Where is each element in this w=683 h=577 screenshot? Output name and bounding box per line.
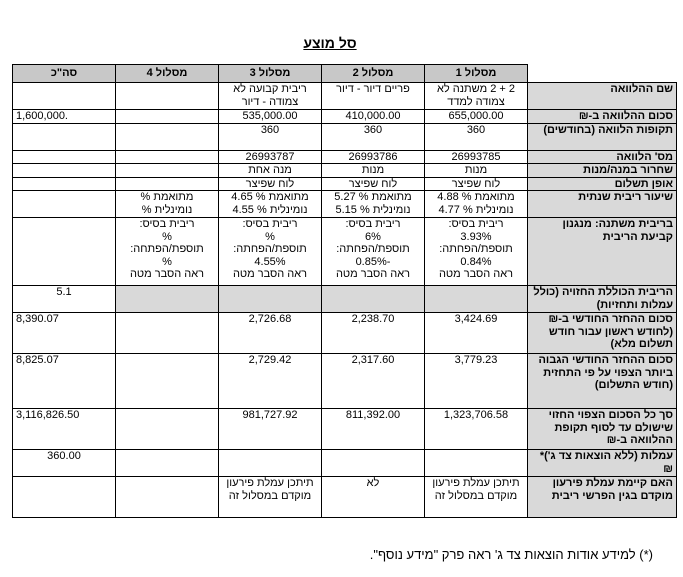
cell-route4-first-monthly [116,313,219,354]
cell-route2-loan-period: 360 [322,123,425,150]
base-rate-value: % [265,230,275,243]
header-route-3: מסלול 3 [219,65,322,83]
cell-route4-loan-period [116,123,219,150]
cell-route3-loan-amount: 535,000.00 [219,110,322,124]
cell-total-loan-amount: 1,600,000. [13,110,116,124]
cell-total-fees: 360.00 [13,450,116,477]
row-release [13,164,677,178]
rate-nominal: נומינלית % [141,203,193,216]
cell-route3-loan-period: 360 [219,123,322,150]
label-loan-period: תקופות הלוואה (בחודשים) [528,123,677,150]
cell-route2-loan-amount: 410,000.00 [322,110,425,124]
row-loan-period [13,123,677,150]
base-rate-value: 3.93% [460,230,492,243]
cell-route1-loan-period: 360 [425,123,528,150]
margin-label: תוספת/הפחתה: [233,243,307,255]
cell-total-release [13,164,116,178]
cell-route2-fees [322,450,425,477]
cell-route3-fees [219,450,322,477]
cell-route4-early-repayment [116,477,219,518]
margin-label: תוספת/הפחתה: [439,243,513,255]
cell-route4-loan-name [116,83,219,110]
cell-route4-loan-number [116,150,219,164]
label-annual-rate: שיעור ריבית שנתית [528,191,677,218]
label-loan-name: שם ההלוואה [528,83,677,110]
label-total-rate: הריבית הכוללת החזויה (כולל עמלות ותחזיות) [528,286,677,313]
header-route-1: מסלול 1 [425,65,528,83]
cell-total-annual-rate [13,191,116,218]
header-total: סה"כ [13,65,116,83]
row-loan-amount [13,110,677,124]
cell-route4-total-rate [116,286,219,313]
cell-total-loan-number [13,150,116,164]
cell-route3-annual-rate [219,191,322,218]
cell-total-total-rate: 5.1 [13,286,116,313]
cell-route3-loan-name: ריבית קבועה לא צמודה - דיור [219,83,322,110]
cell-route4-variable-rate [116,218,219,286]
rate-adjusted: מתואמת % 4.88 [437,191,515,203]
cell-route3-first-monthly: 2,726.68 [219,313,322,354]
cell-route4-annual-rate [116,191,219,218]
cell-route1-loan-amount: 655,000.00 [425,110,528,124]
label-loan-amount: סכום ההלוואה ב-₪ [528,110,677,124]
cell-route1-first-monthly: 3,424.69 [425,313,528,354]
cell-total-loan-period [13,123,116,150]
header-route-4: מסלול 4 [116,65,219,83]
cell-route1-total-rate [425,286,528,313]
rate-nominal: נומינלית % 4.77 [438,203,514,216]
cell-route1-total-expected: 1,323,706.58 [425,409,528,450]
see-explanation: ראה הסבר מטה [129,268,205,280]
cell-route2-payment-method: לוח שפיצר [322,177,425,191]
margin-value: 0.84% [460,255,492,268]
cell-route1-loan-number: 26993785 [425,150,528,164]
cell-route4-release [116,164,219,178]
base-rate-label: ריבית בסיס: [139,218,195,230]
header-route-2: מסלול 2 [322,65,425,83]
cell-route3-early-repayment: תיתכן עמלת פירעון מוקדם במסלול זה [219,477,322,518]
see-explanation: ראה הסבר מטה [232,268,308,280]
row-variable-rate [13,218,677,286]
cell-route4-total-expected [116,409,219,450]
see-explanation: ראה הסבר מטה [335,268,411,280]
cell-total-max-monthly: 8,825.07 [13,354,116,409]
cell-route1-annual-rate [425,191,528,218]
cell-route2-loan-number: 26993786 [322,150,425,164]
base-rate-label: ריבית בסיס: [242,218,298,230]
cell-route4-loan-amount [116,110,219,124]
cell-route2-early-repayment: לא [322,477,425,518]
cell-route1-payment-method: לוח שפיצר [425,177,528,191]
cell-route2-annual-rate [322,191,425,218]
see-explanation: ראה הסבר מטה [438,268,514,280]
row-payment-method [13,177,677,191]
cell-route4-fees [116,450,219,477]
cell-route3-release: מנה אחת [219,164,322,178]
row-total-rate [13,286,677,313]
cell-route2-variable-rate [322,218,425,286]
cell-route2-first-monthly: 2,238.70 [322,313,425,354]
margin-label: תוספת/הפחתה: [336,243,410,255]
cell-total-variable-rate [13,218,116,286]
rate-adjusted: מתואמת % 4.65 [231,191,309,203]
label-first-monthly: סכום ההחזר החודשי ב-₪ (לחודש ראשון עבור חודש תשלום מלא) [528,313,677,354]
margin-value: -0.85% [355,255,391,268]
base-rate-label: ריבית בסיס: [345,218,401,230]
margin-label: תוספת/הפתחה: [130,243,204,255]
cell-route1-variable-rate [425,218,528,286]
cell-route4-payment-method [116,177,219,191]
row-max-monthly [13,354,677,409]
row-first-monthly [13,313,677,354]
footnote: (*) למידע אודות הוצאות צד ג' ראה פרק "מידע נוסף". [369,547,653,562]
cell-route3-loan-number: 26993787 [219,150,322,164]
margin-value: % [162,255,172,268]
base-rate-value: 6% [365,230,381,243]
cell-route3-payment-method: לוח שפיצר [219,177,322,191]
header-row [13,65,677,83]
row-fees [13,450,677,477]
label-payment-method: אופן תשלום [528,177,677,191]
rate-nominal: נומינלית % 5.15 [335,203,411,216]
cell-total-early-repayment [13,477,116,518]
rate-nominal: נומינלית % 4.55 [232,203,308,216]
label-release: שחרור במנה/מנות [528,164,677,178]
cell-total-total-expected: 3,116,826.50 [13,409,116,450]
cell-route3-variable-rate [219,218,322,286]
page-title: סל מוצע [303,35,357,51]
header-blank [528,65,677,83]
label-fees: עמלות (ללא הוצאות צד ג')* ₪ [528,450,677,477]
cell-route3-max-monthly: 2,729.42 [219,354,322,409]
cell-route3-total-rate [219,286,322,313]
row-early-repayment [13,477,677,518]
cell-total-first-monthly: 8,390.07 [13,313,116,354]
cell-route2-total-rate [322,286,425,313]
cell-total-payment-method [13,177,116,191]
row-loan-name [13,83,677,110]
label-early-repayment: האם קיימת עמלת פירעון מוקדם בגין הפרשי ריבית [528,477,677,518]
margin-value: 4.55% [254,255,286,268]
label-variable-rate: בריבית משתנה: מנגנון קביעת הריבית [528,218,677,286]
row-loan-number [13,150,677,164]
offer-table [12,64,677,518]
cell-route2-release: מנות [322,164,425,178]
label-max-monthly: סכום ההחזר החודשי הגבוה ביותר הצפוי על פי התחזית (חודש התשלום) [528,354,677,409]
cell-route4-max-monthly [116,354,219,409]
cell-route1-max-monthly: 3,779.23 [425,354,528,409]
base-rate-label: ריבית בסיס: [448,218,504,230]
base-rate-value: % [162,230,172,243]
cell-route1-loan-name: 2 + 2 משתנה לא צמודה למדד [425,83,528,110]
label-loan-number: מס' הלוואה [528,150,677,164]
row-annual-rate [13,191,677,218]
cell-route2-max-monthly: 2,317.60 [322,354,425,409]
row-total-expected [13,409,677,450]
cell-route2-total-expected: 811,392.00 [322,409,425,450]
cell-total-loan-name [13,83,116,110]
cell-route1-fees [425,450,528,477]
label-total-expected: סך כל הסכום הצפוי החזוי שישולם עד לסוף תקופת ההלוואה ב-₪ [528,409,677,450]
rate-adjusted: מתואמת % 5.27 [334,191,412,203]
cell-route2-loan-name: פריים דיור - דיור [322,83,425,110]
cell-route1-release: מנות [425,164,528,178]
cell-route3-total-expected: 981,727.92 [219,409,322,450]
rate-adjusted: מתואמת % [140,191,194,203]
cell-route1-early-repayment: תיתכן עמלת פירעון מוקדם במסלול זה [425,477,528,518]
